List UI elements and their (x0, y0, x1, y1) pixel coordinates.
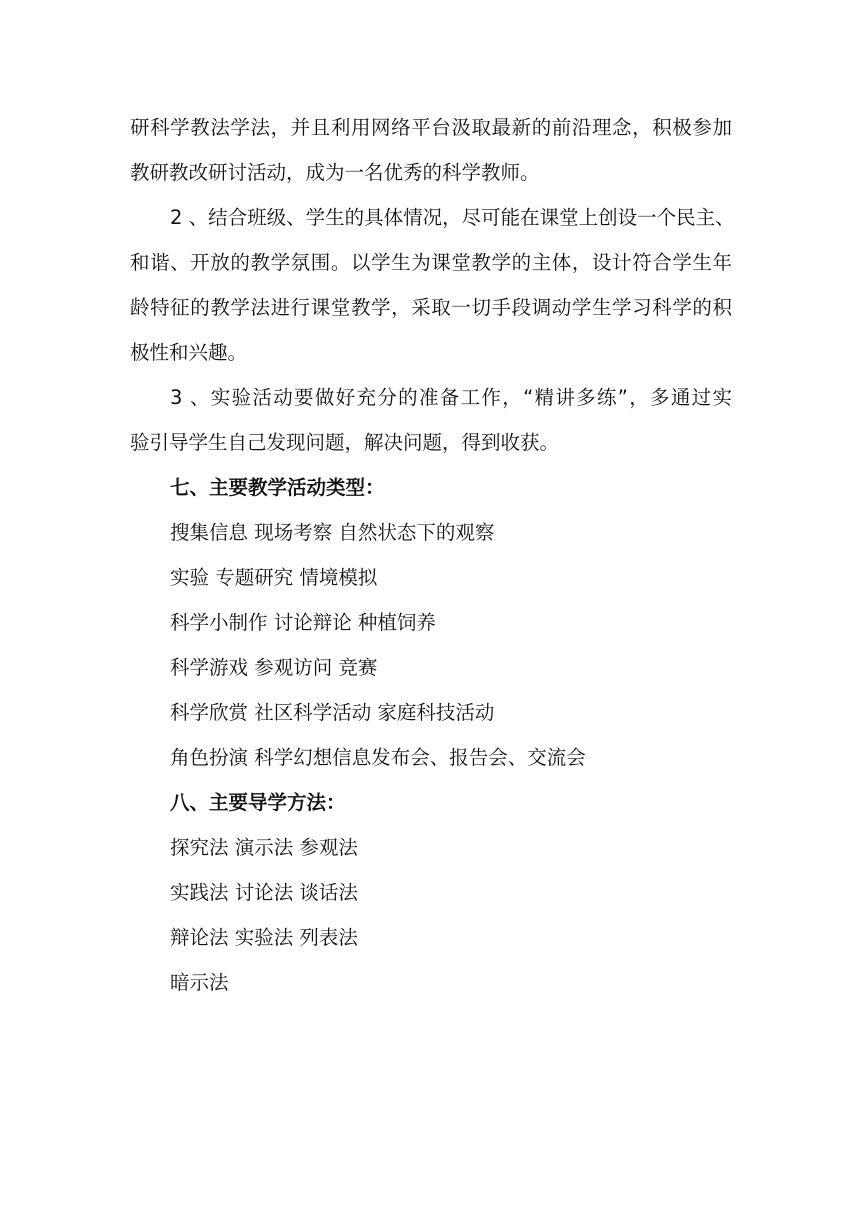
list-item: 暗示法 (170, 971, 229, 994)
list-item: 探究法 演示法 参观法 (170, 836, 358, 859)
list-item: 实践法 讨论法 谈话法 (170, 881, 358, 904)
text-line: 3 、实验活动要做好充分的准备工作，“精讲多练”，多通过实 (170, 386, 732, 409)
text-line: 极性和兴趣。 (130, 341, 248, 364)
text-line: 研科学教法学法，并且利用网络平台汲取最新的前沿理念，积极参加 (130, 116, 732, 139)
list-item: 科学游戏 参观访问 竞赛 (170, 656, 378, 679)
list-item: 辩论法 实验法 列表法 (170, 926, 358, 949)
section-7-heading: 七、主要教学活动类型： (170, 476, 385, 499)
text-line: 和谐、开放的教学氛围。以学生为课堂教学的主体，设计符合学生年 (130, 251, 732, 274)
list-item: 角色扮演 科学幻想信息发布会、报告会、交流会 (170, 746, 586, 769)
section-8-heading: 八、主要导学方法： (170, 791, 346, 814)
text-line: 2 、结合班级、学生的具体情况，尽可能在课堂上创设一个民主、 (170, 206, 735, 229)
list-item: 实验 专题研究 情境模拟 (170, 566, 378, 589)
list-item: 科学小制作 讨论辩论 种植饲养 (170, 611, 436, 634)
list-item: 科学欣赏 社区科学活动 家庭科技活动 (170, 701, 495, 724)
list-item: 搜集信息 现场考察 自然状态下的观察 (170, 521, 495, 544)
text-line: 验引导学生自己发现问题，解决问题，得到收获。 (130, 431, 560, 454)
text-line: 龄特征的教学法进行课堂教学，采取一切手段调动学生学习科学的积 (130, 296, 732, 319)
text-line: 教研教改研讨活动，成为一名优秀的科学教师。 (130, 161, 540, 184)
